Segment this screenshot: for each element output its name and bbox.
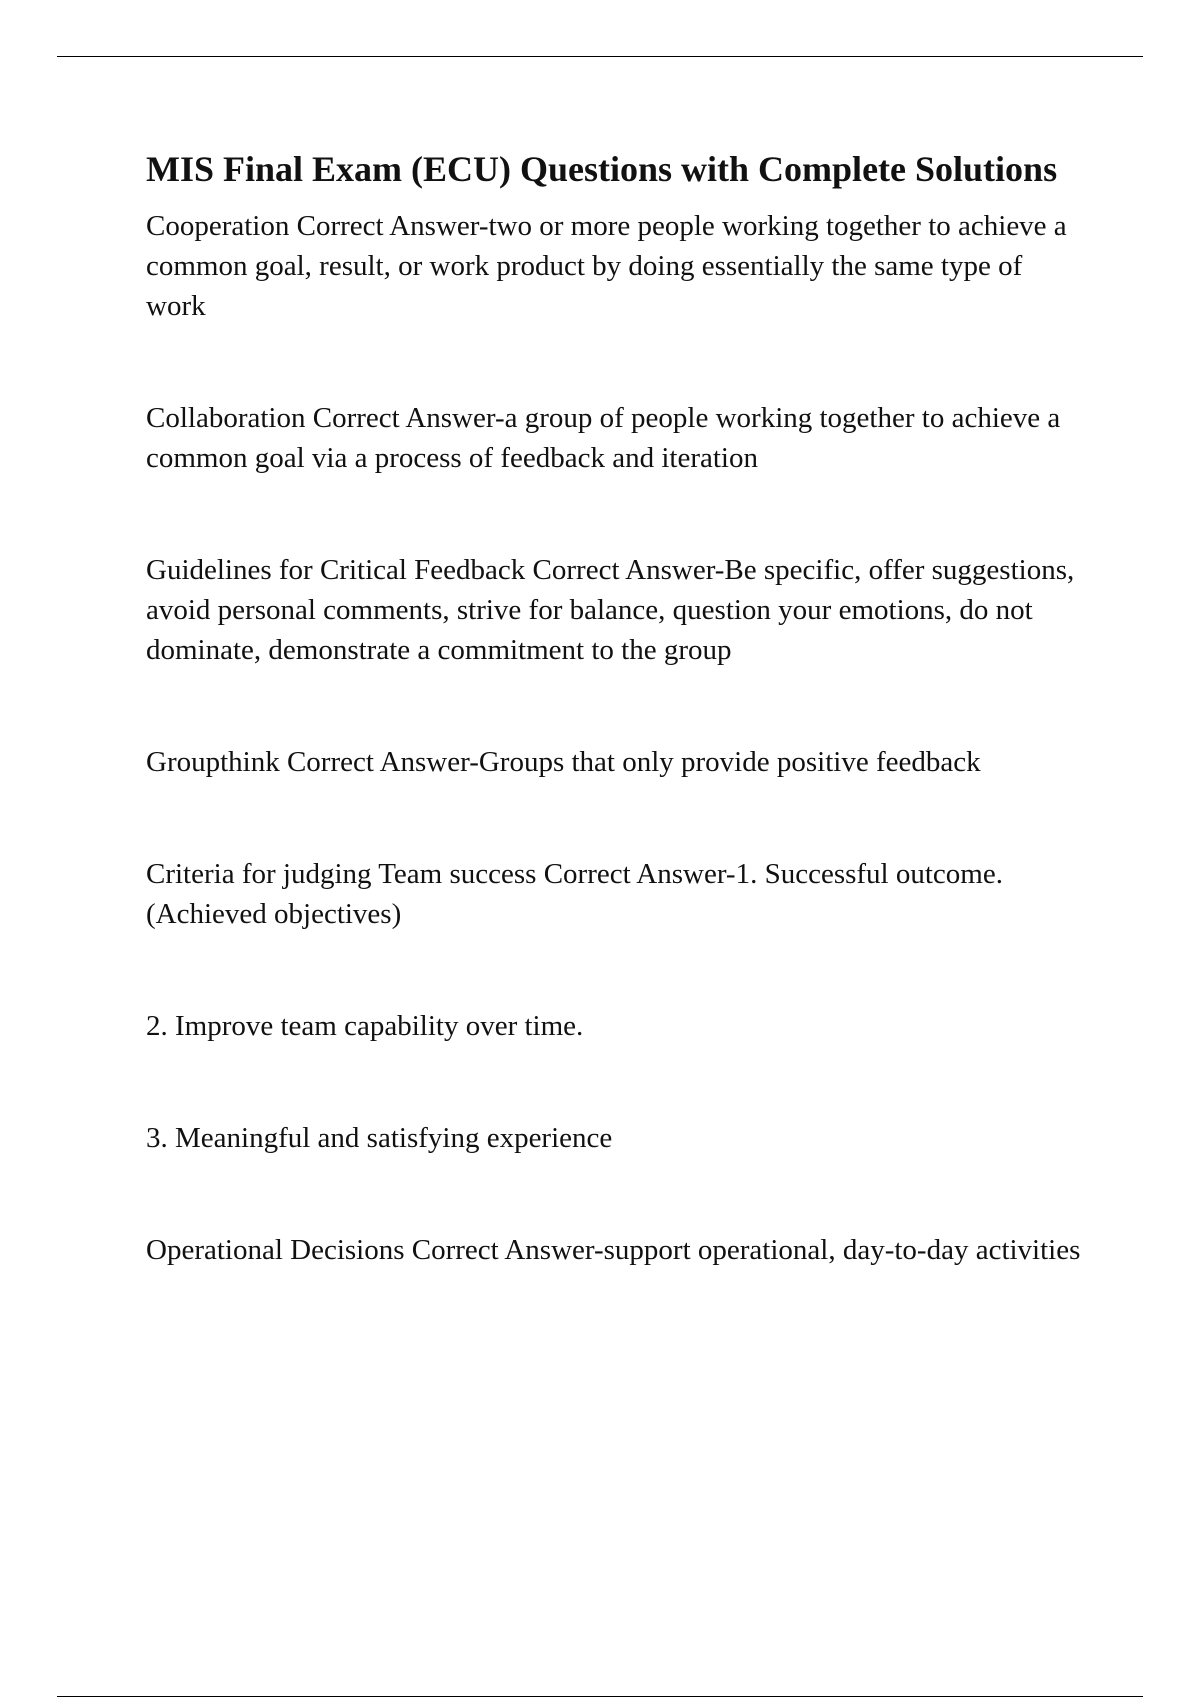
qa-groupthink: Groupthink Correct Answer-Groups that only provide positive feedback [146,746,981,778]
qa-cooperation: Cooperation Correct Answer-two or more people working together to achieve a common goal, result, or work product by doing essentially the same type of work [146,210,1067,322]
document-body [146,145,1086,1270]
top-rule [57,56,1143,57]
qa-collaboration: Collaboration Correct Answer-a group of people working together to achieve a common goal via a process of feedback and iteration [146,402,1061,474]
qa-team-success: Criteria for judging Team success Correct Answer-1. Successful outcome. (Achieved objectives) [146,858,1003,930]
qa-team-success-2: 2. Improve team capability over time. [146,1010,584,1042]
bottom-rule [57,1696,1143,1697]
qa-team-success-3: 3. Meaningful and satisfying experience [146,1122,613,1154]
qa-critical-feedback: Guidelines for Critical Feedback Correct Answer-Be specific, offer suggestions, avoid personal comments, strive for balance, question your emotions, do not dominate, demonstrate a commitment to the group [146,554,1075,666]
document-title: MIS Final Exam (ECU) Questions with Complete Solutions [146,149,1058,189]
qa-operational-decisions: Operational Decisions Correct Answer-support operational, day-to-day activities [146,1234,1081,1266]
